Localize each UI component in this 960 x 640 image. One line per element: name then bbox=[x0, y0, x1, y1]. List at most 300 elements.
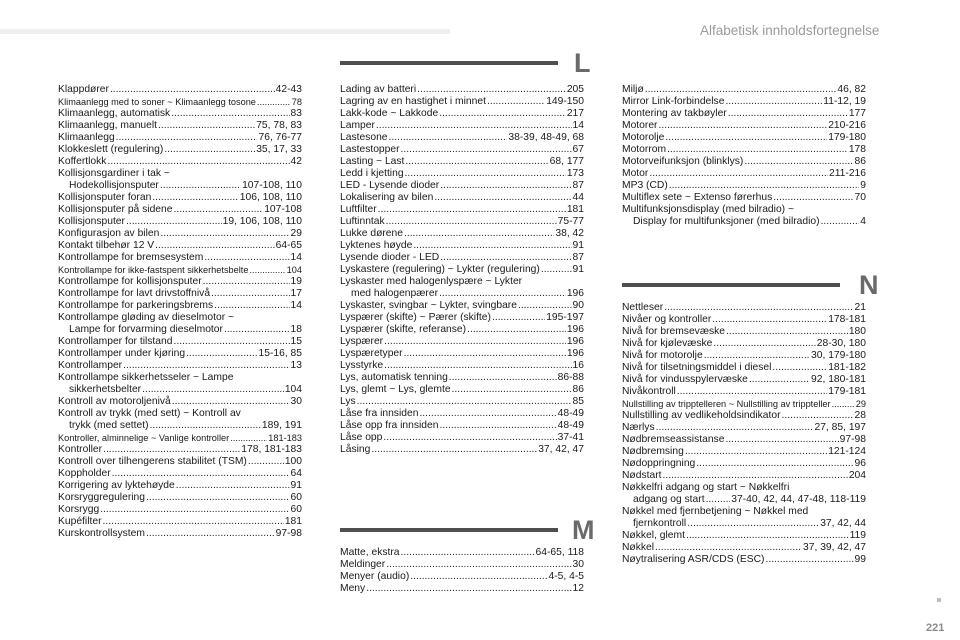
index-entry-pages: 30 bbox=[290, 396, 302, 407]
index-entry-pages: 210-216 bbox=[828, 120, 866, 131]
index-entry bbox=[340, 168, 584, 180]
index-entry-term: Nøytralisering ASR/CDS (ESC) bbox=[622, 554, 765, 565]
index-entry-term: Lampe for forvarming dieselmotor bbox=[69, 324, 223, 335]
dot-leader bbox=[146, 528, 275, 540]
index-entry-term: Kontrollamper under kjøring bbox=[58, 348, 186, 359]
index-entry bbox=[340, 559, 584, 571]
index-entry-term: Nivåkontroll bbox=[622, 386, 676, 397]
index-entry-pages: 78 bbox=[291, 97, 302, 107]
index-entry bbox=[58, 384, 302, 396]
index-entry bbox=[622, 168, 866, 180]
index-entry-pages: 14 bbox=[290, 252, 302, 263]
index-entry-term: Nettleser bbox=[622, 302, 664, 313]
index-entry-pages: 204 bbox=[848, 470, 866, 481]
index-entry-term: Multiflex sete ~ Extenso førerhus bbox=[622, 192, 773, 203]
index-entry bbox=[340, 432, 584, 444]
index-entry-pages: 38-39, 48-49, 68 bbox=[508, 132, 584, 143]
index-entry-pages: 21 bbox=[854, 302, 866, 313]
index-entry bbox=[58, 300, 302, 312]
index-entry bbox=[340, 84, 584, 96]
dot-leader bbox=[410, 571, 547, 583]
index-entry-term: Luftfilter bbox=[340, 204, 377, 215]
index-entry-term: Nødbremseassistanse bbox=[622, 434, 725, 445]
index-entry-term: Kurskontrollsystem bbox=[58, 528, 145, 539]
index-entry bbox=[622, 410, 866, 422]
index-entry-pages: 29 bbox=[855, 399, 866, 409]
dot-leader bbox=[419, 408, 556, 420]
index-entry-term: Kollisjonsgardiner i tak ~ bbox=[58, 168, 170, 179]
index-entry-pages: 30, 179-180 bbox=[811, 350, 866, 361]
index-entry-term: Mirror Link-forbindelse bbox=[622, 96, 725, 107]
dot-leader bbox=[211, 288, 289, 300]
index-entry-term: Display for multifunksjoner (med bilradio) bbox=[633, 216, 820, 227]
index-entry-term: Lysende dioder - LED bbox=[340, 252, 440, 263]
index-entry bbox=[622, 506, 866, 518]
index-entry bbox=[622, 338, 866, 350]
index-entry bbox=[340, 312, 584, 324]
index-entry-term: Lagring av en hastighet i minnet bbox=[340, 96, 486, 107]
index-entry-term: Luftinntak bbox=[340, 216, 385, 227]
index-entry-term: Lyskastere (regulering) ~ Lykter (regulering) bbox=[340, 264, 540, 275]
index-entry-pages: 104 bbox=[286, 265, 302, 275]
dot-leader bbox=[686, 530, 849, 542]
index-entry-term: Motorolje bbox=[622, 132, 665, 143]
dot-leader bbox=[656, 422, 814, 434]
index-entry bbox=[622, 494, 866, 506]
index-entry-pages: 196 bbox=[566, 336, 584, 347]
dot-leader bbox=[230, 432, 267, 444]
index-entry-pages: 106, 108, 110 bbox=[239, 192, 302, 203]
index-entry bbox=[58, 252, 302, 264]
index-entry bbox=[340, 132, 584, 144]
index-entry-pages: 37, 39, 42, 47 bbox=[803, 542, 866, 553]
index-entry-term: Nivå for motorolje bbox=[622, 350, 703, 361]
index-entry-term: Nivåer og kontroller bbox=[622, 314, 712, 325]
index-entry-pages: 96 bbox=[854, 458, 866, 469]
index-entry-term: Meny bbox=[340, 583, 366, 594]
dot-leader bbox=[142, 384, 284, 396]
dot-leader bbox=[112, 468, 290, 480]
index-entry-pages: 196 bbox=[566, 348, 584, 359]
index-entry-pages: 75-77 bbox=[557, 216, 584, 227]
index-entry-pages: 4-5, 4-5 bbox=[548, 571, 584, 582]
index-entry-term: sikkerhetsbelter bbox=[69, 384, 142, 395]
index-entry-term: Lukke dørene bbox=[340, 228, 403, 239]
index-entry-pages: 205 bbox=[566, 84, 584, 95]
dot-leader bbox=[401, 144, 572, 156]
index-entry-pages: 16 bbox=[572, 360, 584, 371]
index-entry-pages: 91 bbox=[290, 480, 302, 491]
index-entry-pages: 48-49 bbox=[557, 420, 584, 431]
index-entry bbox=[622, 518, 866, 530]
dot-leader bbox=[728, 108, 848, 120]
index-entry bbox=[340, 120, 584, 132]
index-entry-term: Kontroll over tilhengerens stabilitet (TSM) bbox=[58, 456, 247, 467]
index-entry-pages: 37, 42, 47 bbox=[538, 444, 584, 455]
page-marker bbox=[937, 598, 941, 602]
index-column-k bbox=[58, 84, 302, 540]
index-entry bbox=[340, 396, 584, 408]
index-entry-pages: 100 bbox=[284, 456, 302, 467]
dot-leader bbox=[404, 348, 566, 360]
index-entry bbox=[58, 528, 302, 540]
dot-leader bbox=[685, 446, 827, 458]
index-entry-term: Klappdører bbox=[58, 84, 109, 95]
index-entry bbox=[622, 302, 866, 314]
index-entry bbox=[58, 120, 302, 132]
index-entry bbox=[340, 547, 584, 559]
dot-leader bbox=[386, 559, 571, 571]
index-entry bbox=[58, 288, 302, 300]
index-entry bbox=[340, 300, 584, 312]
index-entry-pages: 37-40, 42, 44, 47-48, 118-119 bbox=[731, 494, 866, 505]
dot-leader bbox=[214, 300, 289, 312]
index-entry-pages: 11-12, 19 bbox=[823, 96, 866, 107]
index-entry-pages: 17 bbox=[290, 288, 302, 299]
index-entry bbox=[58, 216, 302, 228]
index-entry-term: Nivå for kjølevæske bbox=[622, 338, 713, 349]
index-entry bbox=[58, 360, 302, 372]
index-entry bbox=[58, 276, 302, 288]
index-entry bbox=[622, 180, 866, 192]
index-entry-pages: 180 bbox=[848, 326, 866, 337]
dot-leader bbox=[773, 192, 853, 204]
index-entry-term: Nøkkelfri adgang og start ~ Nøkkelfri bbox=[622, 482, 790, 493]
index-entry-term: LED - Lysende dioder bbox=[340, 180, 440, 191]
dot-leader bbox=[726, 326, 848, 338]
dot-leader bbox=[417, 84, 566, 96]
index-entry-pages: 46, 82 bbox=[837, 84, 866, 95]
index-entry-term: Lys bbox=[340, 396, 356, 407]
index-entry-term: Nødstart bbox=[622, 470, 662, 481]
index-entry-term: Nivå for bremsevæske bbox=[622, 326, 725, 337]
index-entry bbox=[340, 583, 584, 595]
index-entry-term: Låsing bbox=[340, 444, 371, 455]
index-entry-term: Motorveifunksjon (blinklys) bbox=[622, 156, 744, 167]
index-entry-term: Kontroller bbox=[58, 444, 103, 455]
index-entry-term: Kollisjonsputer bbox=[58, 216, 125, 227]
section-m-bar bbox=[340, 528, 558, 532]
index-entry-term: Nøkkel med fjernbetjening ~ Nøkkel med bbox=[622, 506, 809, 517]
index-entry-pages: 87 bbox=[572, 180, 584, 191]
index-entry bbox=[622, 132, 866, 144]
index-entry-term: trykk (med settet) bbox=[69, 420, 149, 431]
dot-leader bbox=[103, 516, 284, 528]
index-entry bbox=[622, 362, 866, 374]
section-n-bar bbox=[622, 283, 840, 287]
index-entry bbox=[58, 204, 302, 216]
dot-leader bbox=[449, 372, 557, 384]
dot-leader bbox=[687, 518, 819, 530]
dot-leader bbox=[440, 252, 571, 264]
index-entry bbox=[58, 504, 302, 516]
index-entry-term: Kontakt tilbehør 12 V bbox=[58, 240, 155, 251]
index-entry bbox=[340, 96, 584, 108]
dot-leader bbox=[749, 374, 810, 386]
index-entry bbox=[622, 446, 866, 458]
index-entry-term: med halogenpærer bbox=[351, 288, 439, 299]
dot-leader bbox=[176, 480, 290, 492]
index-entry-term: Kupéfilter bbox=[58, 516, 102, 527]
index-column-m bbox=[340, 547, 584, 595]
index-entry-term: Klimaanlegg med to soner ~ Klimaanlegg tosone bbox=[58, 97, 256, 107]
dot-leader bbox=[440, 180, 571, 192]
index-entry bbox=[58, 516, 302, 528]
dot-leader bbox=[706, 494, 731, 506]
index-entry bbox=[58, 108, 302, 120]
dot-leader bbox=[172, 396, 290, 408]
index-entry bbox=[622, 458, 866, 470]
index-entry-pages: 173 bbox=[566, 168, 584, 179]
index-entry-pages: 149-150 bbox=[546, 96, 584, 107]
index-entry-pages: 181 bbox=[566, 204, 584, 215]
index-entry-pages: 177 bbox=[848, 108, 866, 119]
index-entry-term: MP3 (CD) bbox=[622, 180, 668, 191]
index-entry-pages: 217 bbox=[566, 108, 584, 119]
index-entry-term: Klimaanlegg bbox=[58, 132, 115, 143]
index-entry-pages: 179-180 bbox=[828, 132, 866, 143]
index-entry-term: Lading av batteri bbox=[340, 84, 417, 95]
index-entry-term: Kontrollampe for parkeringsbrems bbox=[58, 300, 214, 311]
dot-leader bbox=[649, 168, 828, 180]
dot-leader bbox=[655, 542, 802, 554]
index-entry bbox=[58, 144, 302, 156]
dot-leader bbox=[821, 216, 860, 228]
index-entry-term: Lyskaster med halogenlyspære ~ Lykter bbox=[340, 276, 523, 287]
index-entry-term: Korrigering av lyktehøyde bbox=[58, 480, 175, 491]
index-entry-pages: 121-124 bbox=[828, 446, 866, 457]
index-entry-pages: 107-108, 110 bbox=[242, 180, 302, 191]
index-entry-pages: 196 bbox=[566, 324, 584, 335]
index-entry-pages: 86 bbox=[854, 156, 866, 167]
index-entry-pages: 181-183 bbox=[268, 433, 302, 443]
index-entry-term: Lakk-kode ~ Lakkode bbox=[340, 108, 439, 119]
index-entry-term: Låse opp fra innsiden bbox=[340, 420, 439, 431]
index-entry-pages: 64 bbox=[290, 468, 302, 479]
index-entry-pages: 178-181 bbox=[828, 314, 866, 325]
index-entry bbox=[340, 108, 584, 120]
index-entry-term: Kontrollampe gløding av dieselmotor ~ bbox=[58, 312, 234, 323]
dot-leader bbox=[401, 547, 535, 559]
index-entry bbox=[622, 192, 866, 204]
dot-leader bbox=[152, 192, 238, 204]
index-entry bbox=[340, 288, 584, 300]
index-entry bbox=[58, 132, 302, 144]
index-entry-term: Nullstilling av tripptelleren ~ Nullstilling av trippteller bbox=[622, 399, 831, 409]
index-entry bbox=[622, 156, 866, 168]
dot-leader bbox=[439, 420, 556, 432]
index-entry-term: Nærlys bbox=[622, 422, 655, 433]
index-entry bbox=[622, 530, 866, 542]
index-entry bbox=[340, 571, 584, 583]
index-entry-pages: 14 bbox=[290, 300, 302, 311]
index-entry bbox=[340, 192, 584, 204]
index-entry bbox=[622, 120, 866, 132]
index-entry-pages: 9 bbox=[860, 180, 866, 191]
index-entry bbox=[622, 216, 866, 228]
index-entry-pages: 15-16, 85 bbox=[258, 348, 302, 359]
dot-leader bbox=[467, 324, 566, 336]
index-entry bbox=[622, 398, 866, 410]
index-entry bbox=[622, 96, 866, 108]
index-entry bbox=[622, 204, 866, 216]
index-entry-term: Koppholder bbox=[58, 468, 111, 479]
index-entry-pages: 27, 85, 197 bbox=[814, 422, 866, 433]
dot-leader bbox=[249, 264, 285, 276]
index-entry-term: fjernkontroll bbox=[633, 518, 687, 529]
dot-leader bbox=[103, 444, 240, 456]
index-entry-term: Låse opp bbox=[340, 432, 383, 443]
dot-leader bbox=[667, 144, 848, 156]
index-column-l bbox=[340, 84, 584, 456]
dot-leader bbox=[186, 348, 257, 360]
dot-leader bbox=[366, 583, 571, 595]
dot-leader bbox=[376, 120, 572, 132]
index-entry-term: Ledd i kjetting bbox=[340, 168, 404, 179]
index-entry-pages: 70 bbox=[854, 192, 866, 203]
dot-leader bbox=[782, 410, 854, 422]
index-entry-term: Konfigurasjon av bilen bbox=[58, 228, 160, 239]
index-entry-pages: 28 bbox=[854, 410, 866, 421]
index-entry bbox=[622, 326, 866, 338]
dot-leader bbox=[384, 360, 571, 372]
index-entry-pages: 14 bbox=[572, 120, 584, 131]
dot-leader bbox=[413, 240, 571, 252]
section-n-letter: N bbox=[859, 270, 879, 300]
index-entry-term: Lyspærer (skifte, referanse) bbox=[340, 324, 467, 335]
index-entry-term: Hodekollisjonsputer bbox=[69, 180, 159, 191]
index-entry-pages: 97-98 bbox=[839, 434, 866, 445]
dot-leader bbox=[386, 216, 557, 228]
dot-leader bbox=[712, 314, 827, 326]
index-entry-pages: 178, 181-183 bbox=[241, 444, 302, 455]
index-entry bbox=[58, 444, 302, 456]
index-entry-pages: 181 bbox=[284, 516, 302, 527]
index-entry bbox=[340, 420, 584, 432]
index-entry-term: Lysstyrke bbox=[340, 360, 384, 371]
index-entry bbox=[58, 324, 302, 336]
index-entry bbox=[622, 482, 866, 494]
index-entry-pages: 75, 78, 83 bbox=[256, 120, 302, 131]
index-entry-term: Kontrollampe sikkerhetsseler ~ Lampe bbox=[58, 372, 234, 383]
index-entry bbox=[622, 108, 866, 120]
dot-leader bbox=[146, 492, 290, 504]
index-entry-term: Motorrom bbox=[622, 144, 667, 155]
dot-leader bbox=[658, 120, 827, 132]
index-entry-term: Kontrollamper for tilstand bbox=[58, 336, 173, 347]
index-entry-pages: 37-41 bbox=[557, 432, 584, 443]
dot-leader bbox=[765, 554, 853, 566]
index-entry-pages: 19 bbox=[290, 276, 302, 287]
index-entry-pages: 60 bbox=[290, 492, 302, 503]
dot-leader bbox=[371, 444, 537, 456]
index-entry-term: Nødbremsing bbox=[622, 446, 684, 457]
index-entry bbox=[58, 408, 302, 420]
dot-leader bbox=[434, 192, 571, 204]
dot-leader bbox=[110, 84, 275, 96]
index-entry-term: Nivå for tilsetningsmiddel i diesel bbox=[622, 362, 772, 373]
index-entry bbox=[622, 422, 866, 434]
index-entry-pages: 211-216 bbox=[828, 168, 866, 179]
dot-leader bbox=[541, 264, 572, 276]
index-entry-term: Lyspærer bbox=[340, 336, 384, 347]
index-entry-pages: 179-181 bbox=[828, 386, 866, 397]
index-entry bbox=[58, 84, 302, 96]
index-entry-pages: 64-65, 118 bbox=[535, 547, 584, 558]
index-entry bbox=[340, 348, 584, 360]
index-entry-pages: 196 bbox=[566, 288, 584, 299]
index-entry-term: Klimaanlegg, automatisk bbox=[58, 108, 171, 119]
dot-leader bbox=[203, 276, 290, 288]
index-entry-pages: 91 bbox=[572, 240, 584, 251]
index-entry-term: Nullstilling av vedlikeholdsindikator bbox=[622, 410, 781, 421]
index-entry bbox=[58, 264, 302, 276]
index-entry-term: Kontrollampe for bremsesystem bbox=[58, 252, 204, 263]
index-entry bbox=[58, 312, 302, 324]
index-entry bbox=[58, 156, 302, 168]
index-entry-term: Multifunksjonsdisplay (med bilradio) ~ bbox=[622, 204, 794, 215]
index-entry-term: Lyskaster, svingbar ~ Lykter, svingbare bbox=[340, 300, 517, 311]
dot-leader bbox=[150, 420, 261, 432]
dot-leader bbox=[257, 96, 291, 108]
dot-leader bbox=[100, 504, 289, 516]
index-entry-pages: 42-43 bbox=[275, 84, 302, 95]
index-entry-term: Kontrollampe for lavt drivstoffnivå bbox=[58, 288, 211, 299]
index-entry bbox=[622, 554, 866, 566]
index-entry-pages: 38, 42 bbox=[555, 228, 584, 239]
dot-leader bbox=[204, 252, 289, 264]
index-entry-term: Kontroller, alminnelige ~ Vanlige kontroller bbox=[58, 433, 230, 443]
index-entry-term: Lastesone bbox=[340, 132, 388, 143]
index-entry bbox=[58, 228, 302, 240]
dot-leader bbox=[383, 432, 556, 444]
index-entry bbox=[622, 542, 866, 554]
index-column-m-continued bbox=[622, 84, 866, 228]
index-entry-pages: 83 bbox=[290, 108, 302, 119]
index-entry bbox=[58, 180, 302, 192]
index-entry bbox=[340, 276, 584, 288]
index-entry-pages: 18 bbox=[290, 324, 302, 335]
index-entry-pages: 68, 177 bbox=[549, 156, 584, 167]
index-entry-term: Kontroll av motoroljenivå bbox=[58, 396, 171, 407]
dot-leader bbox=[492, 312, 545, 324]
index-entry-pages: 67 bbox=[572, 144, 584, 155]
section-m-letter: M bbox=[572, 515, 595, 545]
dot-leader bbox=[713, 338, 815, 350]
index-entry-term: Koffertlokk bbox=[58, 156, 107, 167]
index-entry-term: Kollisjonsputer foran bbox=[58, 192, 152, 203]
dot-leader bbox=[832, 398, 855, 410]
index-entry-term: Lys, glemt ~ Lys, glemte bbox=[340, 384, 451, 395]
dot-leader bbox=[248, 456, 284, 468]
index-entry bbox=[58, 432, 302, 444]
index-entry-term: Lasting ~ Last bbox=[340, 156, 405, 167]
dot-leader bbox=[439, 108, 566, 120]
dot-leader bbox=[123, 360, 289, 372]
dot-leader bbox=[378, 204, 566, 216]
dot-leader bbox=[665, 132, 827, 144]
dot-leader bbox=[669, 180, 860, 192]
index-entry-pages: 86-88 bbox=[557, 372, 584, 383]
index-entry-term: Motorer bbox=[622, 120, 658, 131]
dot-leader bbox=[772, 362, 827, 374]
dot-leader bbox=[439, 288, 566, 300]
index-entry-term: Kontrollamper bbox=[58, 360, 123, 371]
index-entry-pages: 35, 17, 33 bbox=[256, 144, 302, 155]
index-entry-pages: 87 bbox=[572, 252, 584, 263]
index-entry bbox=[340, 444, 584, 456]
dot-leader bbox=[389, 132, 508, 144]
